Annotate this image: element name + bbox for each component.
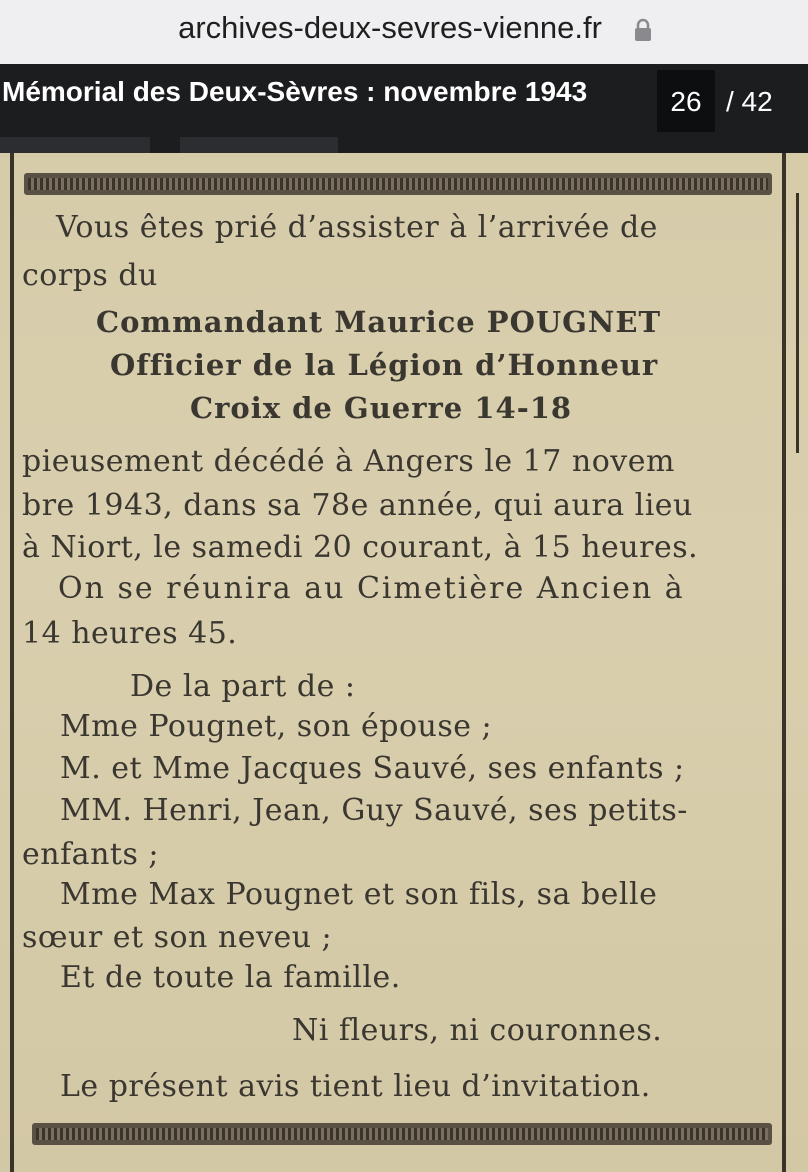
viewer-toolbar <box>0 64 808 153</box>
document-title: Mémorial des Deux-Sèvres : novembre 1943 <box>2 76 588 107</box>
notice-line: Vous êtes prié d’assister à l’arrivée de <box>56 210 658 245</box>
notice-line: à Niort, le samedi 20 courant, à 15 heures. <box>22 530 699 565</box>
column-rule-right <box>782 153 786 1172</box>
browser-address-bar[interactable] <box>0 0 808 64</box>
notice-line: De la part de : <box>130 669 356 704</box>
notice-line: MM. Henri, Jean, Guy Sauvé, ses petits- <box>60 793 688 828</box>
notice-line: bre 1943, dans sa 78e année, qui aura lieu <box>22 488 693 523</box>
current-page[interactable]: 26 <box>670 86 702 117</box>
notice-line: Mme Max Pougnet et son fils, sa belle <box>60 877 658 912</box>
page-total: / 42 <box>726 86 773 117</box>
notice-line: sœur et son neveu ; <box>22 920 333 955</box>
notice-line: Ni fleurs, ni couronnes. <box>292 1013 663 1048</box>
notice-line: 14 heures 45. <box>22 616 238 651</box>
honor-award: Croix de Guerre 14-18 <box>190 391 573 425</box>
url-text[interactable]: archives-deux-sevres-vienne.fr <box>178 10 602 45</box>
scanned-newspaper-clipping <box>0 153 808 1172</box>
toolbar-tab-middle[interactable] <box>180 137 338 153</box>
decorative-border-bottom <box>32 1123 772 1145</box>
lock-icon <box>634 18 652 42</box>
notice-line: enfants ; <box>22 837 159 872</box>
notice-line: On se réunira au Cimetière Ancien à <box>58 571 685 606</box>
honor-title: Officier de la Légion d’Honneur <box>110 348 659 382</box>
notice-line: Le présent avis tient lieu d’invitation. <box>60 1069 651 1104</box>
page-number-input[interactable] <box>657 70 715 132</box>
decorative-border-top <box>24 173 772 195</box>
notice-line: pieusement décédé à Angers le 17 novem <box>22 444 675 479</box>
notice-line: corps du <box>22 258 158 293</box>
deceased-name: Commandant Maurice POUGNET <box>96 305 662 339</box>
notice-line: M. et Mme Jacques Sauvé, ses enfants ; <box>60 751 685 786</box>
toolbar-tab-left[interactable] <box>0 137 150 153</box>
column-rule-far-right <box>796 193 799 453</box>
notice-line: Mme Pougnet, son épouse ; <box>60 709 493 744</box>
column-rule-left <box>10 153 14 1172</box>
notice-line: Et de toute la famille. <box>60 960 401 995</box>
